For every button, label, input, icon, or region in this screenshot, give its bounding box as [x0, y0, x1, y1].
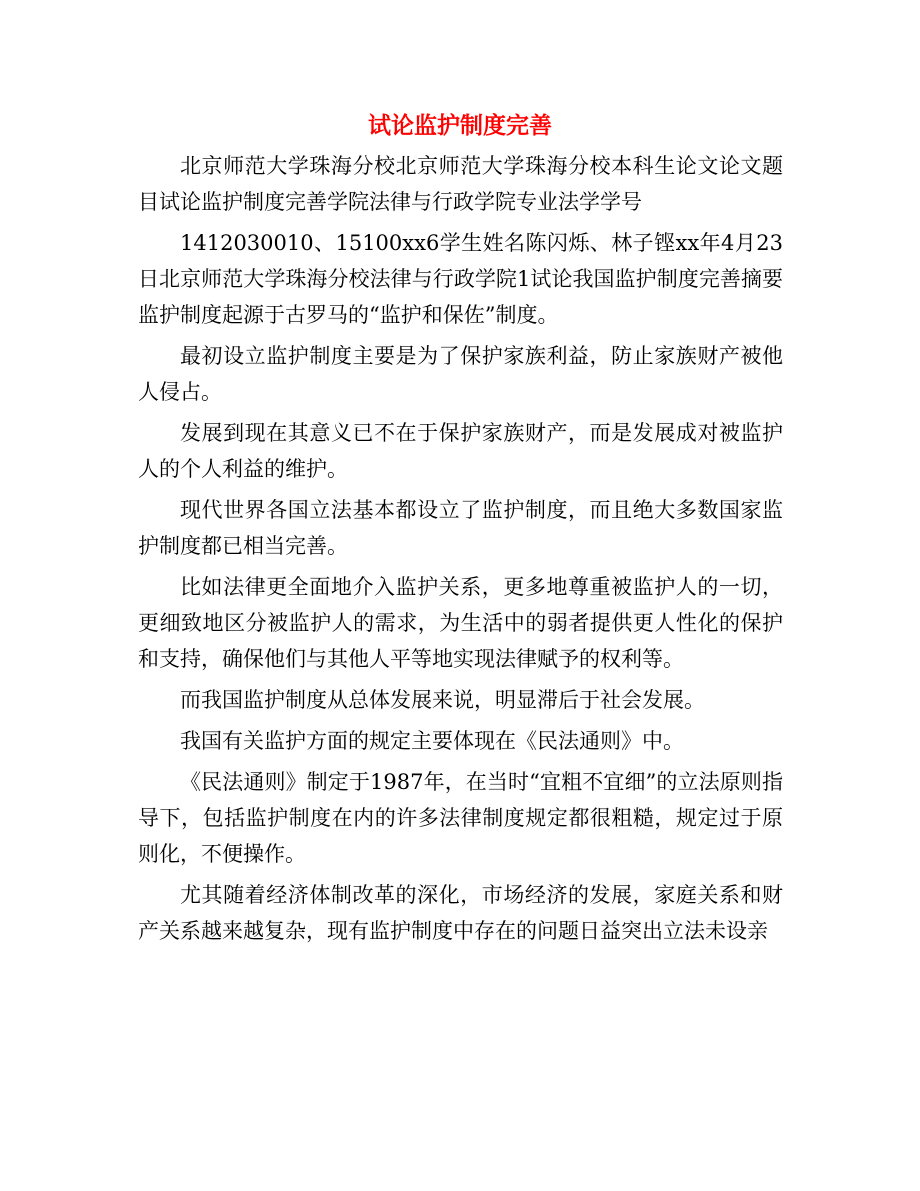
paragraph-1: 北京师范大学珠海分校北京师范大学珠海分校本科生论文论文题目试论监护制度完善学院法律与行政学院专业法学学号 [138, 154, 783, 214]
paragraph-4: 发展到现在其意义已不在于保护家族财产，而是发展成对被监护人的个人利益的维护。 [138, 421, 783, 481]
paragraph-5: 现代世界各国立法基本都设立了监护制度，而且绝大多数国家监护制度都已相当完善。 [138, 498, 783, 558]
document-title: 试论监护制度完善 [368, 112, 552, 139]
document-body [138, 148, 783, 954]
paragraph-9: 《民法通则》制定于1987年，在当时“宜粗不宜细”的立法原则指导下，包括监护制度在内的许多法律制度规定都很粗糙，规定过于原则化，不便操作。 [138, 770, 783, 866]
paragraph-8: 我国有关监护方面的规定主要体现在《民法通则》中。 [180, 729, 684, 753]
paragraph-7: 而我国监护制度从总体发展来说，明显滞后于社会发展。 [180, 688, 705, 712]
paragraph-10: 尤其随着经济体制改革的深化，市场经济的发展，家庭关系和财产关系越来越复杂，现有监护制度中存在的问题日益突出立法未设亲 [138, 883, 783, 943]
paragraph-6: 比如法律更全面地介入监护关系，更多地尊重被监护人的一切，更细致地区分被监护人的需求，为生活中的弱者提供更人性化的保护和支持，确保他们与其他人平等地实现法律赋予的权利等。 [138, 575, 783, 671]
paragraph-3: 最初设立监护制度主要是为了保护家族利益，防止家族财产被他人侵占。 [138, 344, 783, 404]
paragraph-2: 1412030010、15100xx6学生姓名陈闪烁、林子铿xx年4月23日北京师范大学珠海分校法律与行政学院1试论我国监护制度完善摘要监护制度起源于古罗马的“监护和保佐”制度。 [138, 231, 783, 327]
